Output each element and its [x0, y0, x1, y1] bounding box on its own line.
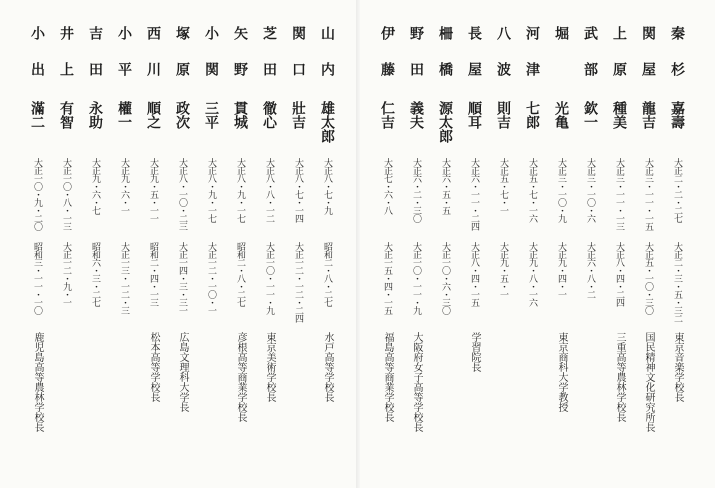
entry-column [169, 0, 195, 488]
person-given-name: 徹心 [261, 101, 277, 129]
entry-column [227, 0, 253, 488]
appointment-date: 大正八・九・一七 [206, 158, 216, 222]
person-surname: 関口 [290, 26, 306, 98]
entry-column [82, 0, 108, 488]
appointment-date: 大正八・八・一二 [264, 158, 274, 222]
appointment-date: 大正一〇・九・二〇 [32, 158, 42, 230]
person-given-name: 政次 [174, 101, 190, 129]
person-surname: 小関 [203, 26, 219, 98]
person-given-name: 七郎 [524, 101, 540, 129]
appointment-date: 大正六・五・五 [440, 158, 450, 214]
person-surname: 西川 [145, 26, 161, 98]
subsequent-post: 彦根高等商業学校長 [235, 332, 246, 422]
subsequent-post: 東京商科大学教授 [556, 332, 567, 412]
departure-date: 大正一三・一二・三 [119, 242, 129, 314]
person-given-name: 光亀 [553, 101, 569, 129]
person-given-name: 三平 [203, 101, 219, 129]
person-given-name: 仁吉 [379, 101, 395, 129]
departure-date: 昭和六・三・二七 [90, 242, 100, 306]
entry-column [635, 0, 661, 488]
departure-date: 大正九・五・一 [498, 242, 508, 298]
person-given-name: 永助 [87, 101, 103, 129]
person-surname: 秦杉 [669, 26, 685, 98]
person-surname: 吉田 [87, 26, 103, 98]
appointment-date: 大正六・二・三〇 [411, 158, 421, 222]
entry-column [24, 0, 50, 488]
person-surname: 矢野 [232, 26, 248, 98]
entry-column [548, 0, 574, 488]
person-given-name: 雄太郎 [319, 101, 335, 143]
appointment-date: 大正五・七・一六 [527, 158, 537, 222]
subsequent-post: 松本高等学校長 [148, 332, 159, 402]
person-given-name: 順之 [145, 101, 161, 129]
entry-column [314, 0, 340, 488]
appointment-date: 大正九・六・七 [90, 158, 100, 214]
appointment-date: 大正三・一一・一三 [614, 158, 624, 230]
appointment-date: 大正一〇・八・一三 [61, 158, 71, 230]
person-surname: 長屋 [466, 26, 482, 98]
departure-date: 大正一四・三・三一 [177, 242, 187, 314]
departure-date: 大正一〇・六・三〇 [440, 242, 450, 314]
person-given-name: 滿二 [29, 101, 45, 129]
appointment-date: 大正三・一〇・六 [585, 158, 595, 222]
person-surname: 武部 [582, 26, 598, 98]
subsequent-post: 国民精神文化研究所長 [643, 332, 654, 432]
person-surname: 山内 [319, 26, 335, 98]
departure-date: 大正二・三・五・三二 [672, 242, 682, 322]
entry-column [53, 0, 79, 488]
appointment-date: 大正九・五・一一 [148, 158, 158, 222]
person-surname: 伊藤 [379, 26, 395, 98]
person-surname: 河津 [524, 26, 540, 98]
person-surname: 関屋 [640, 26, 656, 98]
departure-date: 大正一二・一二・二四 [293, 242, 303, 322]
entry-column [111, 0, 137, 488]
appointment-date: 大正五・七・一 [498, 158, 508, 214]
appointment-date: 大正八・一〇・二三 [177, 158, 187, 230]
entry-column [198, 0, 224, 488]
entry-column [432, 0, 458, 488]
appointment-date: 大正八・九・一七 [235, 158, 245, 222]
appointment-date: 大正二・二・二七 [672, 158, 682, 222]
subsequent-post: 鹿児島高等農林学校長 [32, 332, 43, 432]
person-given-name: 順耳 [466, 101, 482, 129]
person-given-name: 有智 [58, 101, 74, 129]
departure-date: 昭和二・八・二七 [235, 242, 245, 306]
appointment-date: 大正八・七・九 [322, 158, 332, 214]
entry-column [374, 0, 400, 488]
page-gutter [356, 0, 360, 488]
person-given-name: 權一 [116, 101, 132, 129]
subsequent-post: 水戸高等学校長 [322, 332, 333, 402]
entry-column [403, 0, 429, 488]
person-surname: 上原 [611, 26, 627, 98]
departure-date: 昭和三・一一・一〇 [32, 242, 42, 314]
person-given-name: 欽一 [582, 101, 598, 129]
appointment-date: 大正三・一〇・九 [556, 158, 566, 222]
person-given-name: 貫城 [232, 101, 248, 129]
person-surname: 野田 [408, 26, 424, 98]
subsequent-post: 学習院長 [469, 332, 480, 372]
departure-date: 大正一五・四・一五 [382, 242, 392, 314]
departure-date: 大正九・八・一六 [527, 242, 537, 306]
departure-date: 昭和二・四・一三 [148, 242, 158, 306]
appointment-date: 大正八・七・一四 [293, 158, 303, 222]
entry-column [140, 0, 166, 488]
departure-date: 大正五・一〇・三〇 [643, 242, 653, 314]
departure-date: 大正一〇・一一・九 [411, 242, 421, 314]
person-surname: 井上 [58, 26, 74, 98]
person-surname: 八波 [495, 26, 511, 98]
person-given-name: 種美 [611, 101, 627, 129]
subsequent-post: 東京美術学校長 [264, 332, 275, 402]
entry-column [577, 0, 603, 488]
person-given-name: 嘉壽 [669, 101, 685, 129]
entry-column [490, 0, 516, 488]
entry-column [664, 0, 690, 488]
subsequent-post: 三重高等農林学校長 [614, 332, 625, 422]
departure-date: 昭和二・八・二七 [322, 242, 332, 306]
entry-column [519, 0, 545, 488]
person-surname: 柵橋 [437, 26, 453, 98]
departure-date: 大正一二・一〇・一 [206, 242, 216, 314]
entry-column [285, 0, 311, 488]
person-given-name: 源太郎 [437, 101, 453, 143]
departure-date: 大正八・四・一五 [469, 242, 479, 306]
subsequent-post: 広島文理科大学長 [177, 332, 188, 412]
subsequent-post: 福島高等商業学校長 [382, 332, 393, 422]
departure-date: 大正一〇・一一・九 [264, 242, 274, 314]
entry-column [606, 0, 632, 488]
person-surname: 芝田 [261, 26, 277, 98]
person-surname: 小平 [116, 26, 132, 98]
departure-date: 大正六・八・二 [585, 242, 595, 298]
subsequent-post: 大阪府女子高等学校長 [411, 332, 422, 432]
departure-date: 大正九・四・一 [556, 242, 566, 298]
departure-date: 大正八・四・二四 [614, 242, 624, 306]
person-surname: 塚原 [174, 26, 190, 98]
person-surname: 堀 [553, 26, 569, 62]
entry-column [461, 0, 487, 488]
person-surname: 小出 [29, 26, 45, 98]
appointment-date: 大正九・六・一 [119, 158, 129, 214]
appointment-date: 大正三・一一・一五 [643, 158, 653, 230]
appointment-date: 大正六・一一・二四 [469, 158, 479, 230]
entry-column [256, 0, 282, 488]
person-given-name: 壯吉 [290, 101, 306, 129]
person-given-name: 義夫 [408, 101, 424, 129]
subsequent-post: 東京音楽学校長 [672, 332, 683, 402]
person-given-name: 龍吉 [640, 101, 656, 129]
departure-date: 大正一二・九・一 [61, 242, 71, 306]
appointment-date: 大正七・六・八 [382, 158, 392, 214]
person-given-name: 則吉 [495, 101, 511, 129]
